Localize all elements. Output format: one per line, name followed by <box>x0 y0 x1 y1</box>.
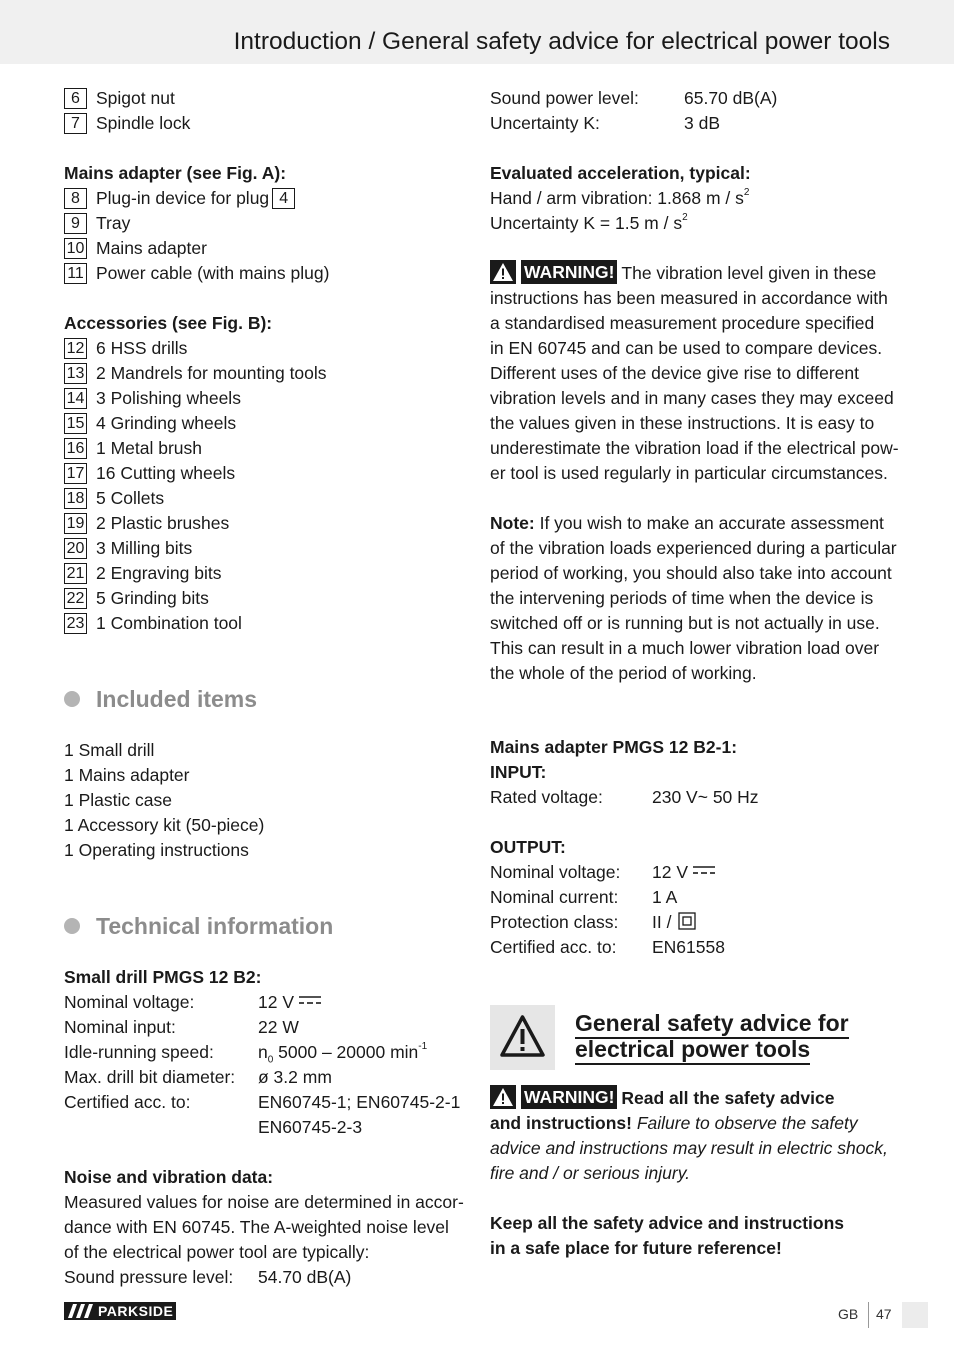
brand-logo: PARKSIDE <box>64 1302 176 1320</box>
included-items-title: Included items <box>96 686 258 712</box>
note-text: If you wish to make an accurate assessment <box>539 513 884 533</box>
spec-label: Certified acc. to: <box>490 937 617 957</box>
uncertainty-k: Uncertainty K = 1.5 m / $s^2$ <box>490 212 688 233</box>
list-item <box>64 461 464 486</box>
text-line: underestimate the vibration load if the electrical pow- <box>490 438 899 458</box>
warning-label: WARNING! <box>521 1085 617 1109</box>
list-item <box>64 511 464 536</box>
included-items-list <box>64 738 464 863</box>
list-item: 1 Operating instructions <box>64 840 249 860</box>
part-label: 16 Cutting wheels <box>96 463 236 483</box>
part-number: 12 <box>64 338 87 359</box>
text-line: the whole of the period of working. <box>490 663 757 683</box>
page-title: Introduction / General safety advice for electrical power tools <box>233 28 890 55</box>
spec-label: Certified acc. to: <box>64 1092 191 1112</box>
accessories-list <box>64 336 464 636</box>
spec-row <box>490 860 892 885</box>
right-column <box>490 86 899 960</box>
text-line: a standardised measurement procedure specified <box>490 313 875 333</box>
spec-value: $n_0$ 5000 – 20000 $\min^{-1}$ <box>258 1041 428 1066</box>
text-line: the intervening periods of time when the device is <box>490 588 874 608</box>
part-label: Power cable (with mains plug) <box>96 263 330 283</box>
part-label: Plug-in device for plug <box>96 188 270 208</box>
list-item <box>64 111 464 136</box>
text-line: switched off or is running but is not actually in use. <box>490 613 880 633</box>
part-label: 1 Metal brush <box>96 438 203 458</box>
part-label: Mains adapter <box>96 238 207 258</box>
text-line: of the vibration loads experienced during a particular <box>490 538 897 558</box>
dc-symbol-icon <box>693 865 715 875</box>
list-item <box>64 536 464 561</box>
list-item: 1 Plastic case <box>64 790 172 810</box>
spec-row <box>490 935 892 960</box>
text-line: of the electrical power tool are typically: <box>64 1242 370 1262</box>
mains-adapter-list <box>64 211 464 286</box>
footer-tab <box>902 1302 928 1328</box>
spec-label: Uncertainty K: <box>490 113 600 133</box>
spec-row <box>64 1265 464 1290</box>
mains-adapter-heading: Mains adapter (see Fig. A): <box>64 163 287 183</box>
list-item <box>64 386 464 411</box>
part-number: 11 <box>64 263 87 284</box>
note <box>490 511 892 536</box>
text-line: in EN 60745 and can be used to compare devices. <box>490 338 883 358</box>
part-number: 21 <box>64 563 87 584</box>
list-item <box>64 411 464 436</box>
list-item: 1 Small drill <box>64 740 155 760</box>
bullet-icon <box>64 691 80 707</box>
part-label: 2 Mandrels for mounting tools <box>96 363 327 383</box>
part-number: 10 <box>64 238 87 259</box>
spec-row <box>490 86 892 111</box>
safety-warning-block: WARNING! Read all the safety advice and instructions! Failure to observe the safety advice and instructions may result in electric shock, fire and / or serious injury. Keep all the safety advice and instructions in a safe place for future reference! <box>490 1086 900 1261</box>
warning-label: WARNING! <box>521 260 617 284</box>
hand-arm-vibration: Hand / arm vibration: 1.868 m / $s^2$ <box>490 187 750 208</box>
part-number: 6 <box>64 88 87 109</box>
spec-value: 12 V <box>258 990 321 1015</box>
part-label: 5 Collets <box>96 488 165 508</box>
part-label: 4 Grinding wheels <box>96 413 237 433</box>
list-item <box>64 586 464 611</box>
text-line: Different uses of the device give rise to different <box>490 363 860 383</box>
part-number: 18 <box>64 488 87 509</box>
part-number: 19 <box>64 513 87 534</box>
spec-label: Rated voltage: <box>490 787 603 807</box>
warning-text: The vibration level given in these <box>621 263 877 283</box>
spec-label: Nominal voltage: <box>490 862 621 882</box>
spec-row <box>64 990 464 1015</box>
text-line: This can result in a much lower vibration load over <box>490 638 880 658</box>
keep-advice-line: Keep all the safety advice and instructions <box>490 1213 844 1233</box>
text-line: er tool is used regularly in particular circumstances. <box>490 463 888 483</box>
spec-value: 22 W <box>258 1017 299 1037</box>
text-line: vibration levels and in many cases they may exceed <box>490 388 894 408</box>
spec-label: Nominal input: <box>64 1017 176 1037</box>
spec-value: EN61558 <box>652 937 725 957</box>
safety-warning-icon <box>490 1005 555 1070</box>
part-number: 15 <box>64 413 87 434</box>
footer-divider <box>868 1302 869 1328</box>
spec-value: EN60745-2-3 <box>258 1117 363 1137</box>
spec-value: 12 V <box>652 860 715 885</box>
technical-information-heading <box>64 900 464 952</box>
list-item <box>64 86 464 111</box>
brand-stripes-icon <box>68 1304 94 1318</box>
mains-adapter-model-heading: Mains adapter PMGS 12 B2-1: <box>490 737 738 757</box>
bullet-icon <box>64 918 80 934</box>
spec-value: ø 3.2 mm <box>258 1067 332 1087</box>
spec-row <box>64 1040 464 1065</box>
list-item: 1 Accessory kit (50-piece) <box>64 815 265 835</box>
note-label: Note: <box>490 513 535 533</box>
spec-label: Nominal voltage: <box>64 992 195 1012</box>
text-line: Measured values for noise are determined in accor- <box>64 1192 464 1212</box>
list-item <box>64 436 464 461</box>
spec-value: 1 A <box>652 887 678 907</box>
protection-class-icon <box>678 912 696 930</box>
part-number: 9 <box>64 213 87 234</box>
page-number: 47 <box>876 1306 892 1322</box>
part-label: 1 Combination tool <box>96 613 242 633</box>
warning-triangle-icon <box>490 260 516 284</box>
small-drill-heading: Small drill PMGS 12 B2: <box>64 967 262 987</box>
part-reference: 4 <box>272 188 295 209</box>
part-label: Spindle lock <box>96 113 191 133</box>
part-label: Tray <box>96 213 131 233</box>
part-label: 6 HSS drills <box>96 338 188 358</box>
list-item <box>64 336 464 361</box>
list-item: 1 Mains adapter <box>64 765 190 785</box>
part-number: 16 <box>64 438 87 459</box>
left-column <box>64 86 464 1290</box>
noise-vibration-heading: Noise and vibration data: <box>64 1167 274 1187</box>
note-paragraph <box>490 536 897 686</box>
spec-row <box>490 111 892 136</box>
spec-row <box>64 1090 464 1115</box>
spec-row <box>490 785 892 810</box>
spec-label: Nominal current: <box>490 887 619 907</box>
list-item <box>64 236 464 261</box>
keep-advice-line: in a safe place for future reference! <box>490 1238 782 1258</box>
part-number: 17 <box>64 463 87 484</box>
warning-paragraph <box>490 286 899 486</box>
spec-value: 65.70 dB(A) <box>684 88 778 108</box>
spec-value: EN60745-1; EN60745-2-1 <box>258 1092 461 1112</box>
technical-information-title: Technical information <box>96 913 334 939</box>
text-line: the values given in these instructions. It is easy to <box>490 413 875 433</box>
language-code: GB <box>838 1306 859 1322</box>
dc-symbol-icon <box>299 995 321 1005</box>
spec-row <box>64 1065 464 1090</box>
spec-label: Protection class: <box>490 912 619 932</box>
input-heading: INPUT: <box>490 762 547 782</box>
part-label: 2 Plastic brushes <box>96 513 230 533</box>
spec-label: Max. drill bit diameter: <box>64 1067 236 1087</box>
part-label: 3 Milling bits <box>96 538 193 558</box>
output-heading: OUTPUT: <box>490 837 566 857</box>
text-line: dance with EN 60745. The A-weighted noise level <box>64 1217 449 1237</box>
part-number: 22 <box>64 588 87 609</box>
spec-row <box>64 1115 464 1140</box>
spec-row <box>64 1015 464 1040</box>
spec-label: Sound power level: <box>490 88 639 108</box>
list-item <box>64 486 464 511</box>
spec-row <box>490 885 892 910</box>
included-items-heading <box>64 673 464 725</box>
spec-label: Sound pressure level: <box>64 1267 234 1287</box>
spec-row <box>490 910 892 935</box>
acceleration-heading: Evaluated acceleration, typical: <box>490 163 751 183</box>
vibration-warning <box>490 261 892 286</box>
spec-value: 230 V~ 50 Hz <box>652 787 759 807</box>
part-label: 3 Polishing wheels <box>96 388 241 408</box>
part-number: 14 <box>64 388 87 409</box>
text-line: period of working, you should also take into account <box>490 563 892 583</box>
general-safety-advice-heading: General safety advice for electrical power tools <box>575 1010 905 1062</box>
list-item <box>64 361 464 386</box>
part-number: 20 <box>64 538 87 559</box>
part-label: 2 Engraving bits <box>96 563 222 583</box>
spec-value: 54.70 dB(A) <box>258 1267 352 1287</box>
part-number: 7 <box>64 113 87 134</box>
part-label: Spigot nut <box>96 88 175 108</box>
part-label: 5 Grinding bits <box>96 588 209 608</box>
list-item <box>64 186 464 211</box>
part-number: 23 <box>64 613 87 634</box>
list-item <box>64 561 464 586</box>
parts-list <box>64 86 464 136</box>
list-item <box>64 261 464 286</box>
accessories-heading: Accessories (see Fig. B): <box>64 313 273 333</box>
noise-paragraph <box>64 1190 464 1265</box>
part-number: 8 <box>64 188 87 209</box>
text-line: instructions has been measured in accordance with <box>490 288 888 308</box>
spec-value: II / <box>652 910 696 935</box>
list-item <box>64 211 464 236</box>
warning-triangle-icon <box>490 1085 516 1109</box>
spec-label: Idle-running speed: <box>64 1042 214 1062</box>
list-item <box>64 611 464 636</box>
spec-value: 3 dB <box>684 113 720 133</box>
part-number: 13 <box>64 363 87 384</box>
